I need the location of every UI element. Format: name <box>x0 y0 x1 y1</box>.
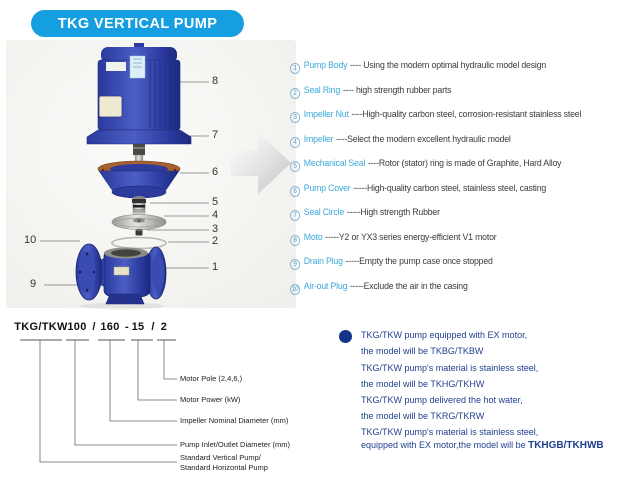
item-number-badge: 5 <box>290 161 300 172</box>
parts-list-item <box>290 158 581 172</box>
parts-list-item <box>290 134 581 148</box>
diagram-callout: 8 <box>212 75 219 87</box>
note-line-prefix: equipped with EX motor,the model will be <box>361 439 529 450</box>
part-description: ---- Using the modern optimal hydraulic model design <box>350 60 547 71</box>
item-number-badge: 4 <box>290 137 300 148</box>
note-line <box>361 439 617 452</box>
model-code-segment: / <box>151 321 155 333</box>
item-number-badge: 3 <box>290 112 300 123</box>
model-variant-notes <box>361 327 617 452</box>
part-description: -----Empty the pump case once stopped <box>345 256 493 267</box>
item-number-badge: 2 <box>290 88 300 99</box>
item-number-badge: 1 <box>290 63 300 74</box>
mechanical-seal-illustration <box>132 196 146 214</box>
part-description: -----High strength Rubber <box>346 207 440 218</box>
item-number-badge: 6 <box>290 186 300 197</box>
model-code-segment: 2 <box>160 321 168 333</box>
item-number-badge: 9 <box>290 259 300 270</box>
model-code-segment: 100 <box>67 321 87 333</box>
diagram-callout: 9 <box>30 278 37 290</box>
part-name: Air-out Plug <box>303 280 348 292</box>
part-description: ---- high strength rubber parts <box>342 84 452 96</box>
parts-list-item <box>290 183 581 197</box>
model-label-motor-power: Motor Power (kW) <box>180 395 241 404</box>
part-description: ----Rotor (stator) ring is made of Graphite, Hard Alloy <box>367 158 562 169</box>
model-code-segment: - <box>125 321 129 333</box>
diagram-callout: 4 <box>212 209 219 221</box>
diagram-callout: 3 <box>212 223 219 235</box>
part-name: Impeller Nut <box>303 109 349 120</box>
motor-illustration <box>87 43 191 144</box>
note-line: TKG/TKW pump equipped with EX motor, <box>361 330 528 340</box>
impeller-nut-illustration <box>136 229 143 236</box>
part-description: -----Exclude the air in the casing <box>350 280 468 292</box>
diagram-callout: 2 <box>212 235 219 247</box>
model-code-segment: 15 <box>131 321 145 333</box>
diagram-callout: 7 <box>212 129 219 141</box>
bullet-icon <box>339 330 352 343</box>
parts-list <box>290 60 607 305</box>
diagram-callout: 6 <box>212 166 219 178</box>
part-name: Impeller <box>303 133 334 145</box>
model-label-standard-2: Standard Horizontal Pump <box>180 463 268 472</box>
parts-list-item <box>290 207 581 221</box>
part-description: -----Y2 or YX3 series energy-efficient V1 motor <box>325 231 497 243</box>
pump-exploded-diagram <box>0 40 300 320</box>
note-line: the model will be TKBG/TKBW <box>361 346 484 357</box>
note-model-bold: TKHGB/TKHWB <box>528 439 604 451</box>
part-name: Drain Plug <box>303 256 343 267</box>
part-description: ----High-quality carbon steel, corrosion-resistant stainless steel <box>351 109 582 120</box>
model-code-tree-lines <box>0 315 200 485</box>
title-banner <box>31 10 244 37</box>
part-description: ----Select the modern excellent hydraulic model <box>336 133 511 145</box>
diagram-callout: 10 <box>24 234 37 246</box>
note-line: the model will be TKHG/TKHW <box>361 378 485 389</box>
model-code-segment: / <box>92 321 96 333</box>
item-number-badge: 10 <box>291 285 299 293</box>
pump-diagram-illustration <box>0 40 300 320</box>
note-line: TKG/TKW pump's material is stainless steel, <box>361 426 539 437</box>
model-label-motor-pole: Motor Pole (2,4,6,) <box>180 374 243 383</box>
note-line: TKG/TKW pump delivered the hot water, <box>361 395 523 406</box>
part-description: -----High-quality carbon steel, stainless steel, casting <box>353 182 547 194</box>
part-name: Pump Cover <box>303 182 351 194</box>
model-label-impeller-diameter: Impeller Nominal Diameter (mm) <box>180 416 289 425</box>
parts-list-item <box>290 232 581 246</box>
part-name: Pump Body <box>303 60 348 71</box>
part-name: Seal Circle <box>303 207 345 218</box>
note-line: the model will be TKRG/TKRW <box>361 411 485 422</box>
item-number-badge: 7 <box>290 210 300 221</box>
part-name: Mechanical Seal <box>303 158 366 169</box>
note-line: TKG/TKW pump's material is stainless steel, <box>361 362 539 373</box>
parts-list-item <box>290 85 581 99</box>
part-name: Moto <box>303 231 323 243</box>
model-label-inlet-outlet: Pump Inlet/Outlet Diameter (mm) <box>180 440 291 449</box>
model-code-segment: 160 <box>100 321 120 333</box>
model-code-segment: TKG/TKW <box>14 321 68 333</box>
parts-list-item <box>290 256 581 270</box>
item-number-badge: 8 <box>290 235 300 246</box>
parts-list-item <box>290 281 581 295</box>
model-label-standard-1: Standard Vertical Pump/ <box>180 453 261 462</box>
page-title: TKG VERTICAL PUMP <box>57 15 218 32</box>
parts-list-item <box>290 60 581 74</box>
diagram-callout: 1 <box>212 261 219 273</box>
parts-list-item <box>290 109 581 123</box>
part-name: Seal Ring <box>303 84 341 96</box>
diagram-callout: 5 <box>212 196 219 208</box>
